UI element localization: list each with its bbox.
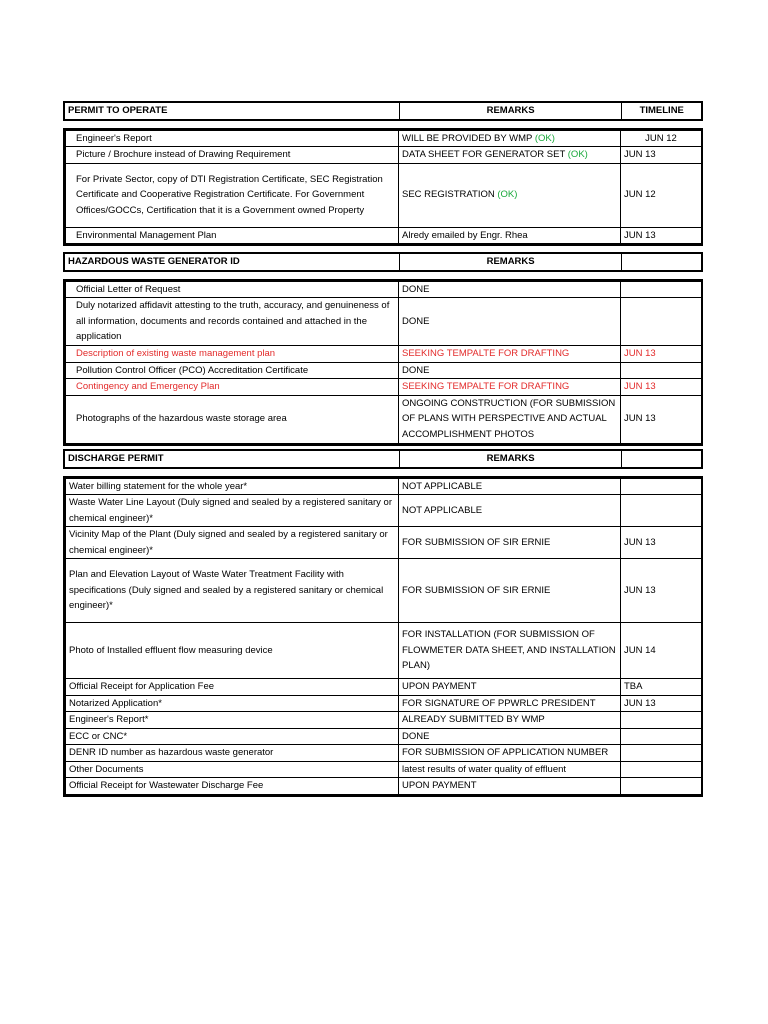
- row-item: Contingency and Emergency Plan: [66, 379, 399, 396]
- table-row: [66, 362, 702, 379]
- table-row: [66, 281, 702, 298]
- table-row: [66, 346, 702, 363]
- row-item: Photo of Installed effluent flow measuring device: [66, 623, 399, 679]
- row-remark: DONE: [399, 281, 621, 298]
- hazardous-table-body: [63, 279, 703, 446]
- permit-timeline-header: TIMELINE: [622, 102, 702, 120]
- row-item: Pollution Control Officer (PCO) Accreditation Certificate: [66, 362, 399, 379]
- row-remark: [399, 130, 621, 147]
- table-row: [66, 745, 702, 762]
- row-timeline: JUN 13: [621, 346, 702, 363]
- remark-text: WILL BE PROVIDED BY WMP: [402, 132, 535, 144]
- row-remark: SEEKING TEMPALTE FOR DRAFTING: [399, 346, 621, 363]
- row-remark: [399, 163, 621, 227]
- row-remark: latest results of water quality of effluent: [399, 761, 621, 778]
- row-item: Vicinity Map of the Plant (Duly signed and sealed by a registered sanitary or chemical engineer)*: [66, 527, 399, 559]
- table-row: [66, 712, 702, 729]
- table-row: [66, 495, 702, 527]
- row-timeline: JUN 13: [621, 395, 702, 443]
- discharge-title: DISCHARGE PERMIT: [64, 450, 399, 468]
- row-item: Waste Water Line Layout (Duly signed and sealed by a registered sanitary or chemical engineer)*: [66, 495, 399, 527]
- row-item: Plan and Elevation Layout of Waste Water Treatment Facility with specifications (Duly signed and sealed by a registered sanitary or chemical engineer)*: [66, 559, 399, 623]
- row-remark: UPON PAYMENT: [399, 778, 621, 795]
- row-remark: FOR SUBMISSION OF APPLICATION NUMBER: [399, 745, 621, 762]
- row-remark: ONGOING CONSTRUCTION (FOR SUBMISSION OF PLANS WITH PERSPECTIVE AND ACTUAL ACCOMPLISHMENT PHOTOS: [399, 395, 621, 443]
- permit-remarks-header: REMARKS: [399, 102, 622, 120]
- row-timeline: JUN 13: [621, 695, 702, 712]
- row-timeline: JUN 13: [621, 379, 702, 396]
- discharge-permit-section: [63, 449, 703, 797]
- row-timeline: [621, 761, 702, 778]
- row-timeline: [621, 778, 702, 795]
- table-row: [66, 147, 702, 164]
- row-timeline: [621, 728, 702, 745]
- row-remark: DONE: [399, 362, 621, 379]
- row-timeline: [621, 298, 702, 346]
- discharge-table-body: [63, 476, 703, 797]
- row-remark: UPON PAYMENT: [399, 679, 621, 696]
- row-timeline: [621, 362, 702, 379]
- row-remark: DONE: [399, 298, 621, 346]
- row-remark: DONE: [399, 728, 621, 745]
- table-row: [66, 298, 702, 346]
- row-remark: FOR SUBMISSION OF SIR ERNIE: [399, 527, 621, 559]
- row-item: Water billing statement for the whole year*: [66, 478, 399, 495]
- row-timeline: JUN 13: [621, 227, 702, 244]
- row-item: Official Letter of Request: [66, 281, 399, 298]
- row-remark: NOT APPLICABLE: [399, 495, 621, 527]
- discharge-header-table: [63, 449, 703, 469]
- row-remark: SEEKING TEMPALTE FOR DRAFTING: [399, 379, 621, 396]
- table-row: [66, 395, 702, 443]
- table-row: [66, 227, 702, 244]
- permit-to-operate-section: [63, 101, 703, 246]
- table-row: [66, 778, 702, 795]
- table-row: [66, 559, 702, 623]
- table-row: [66, 679, 702, 696]
- hazardous-remarks-header: REMARKS: [399, 253, 622, 271]
- discharge-timeline-header: [622, 450, 702, 468]
- row-remark: NOT APPLICABLE: [399, 478, 621, 495]
- row-item: DENR ID number as hazardous waste generator: [66, 745, 399, 762]
- table-row: [66, 379, 702, 396]
- permit-header-table: [63, 101, 703, 121]
- row-remark: FOR INSTALLATION (FOR SUBMISSION OF FLOWMETER DATA SHEET, AND INSTALLATION PLAN): [399, 623, 621, 679]
- permit-title: PERMIT TO OPERATE: [64, 102, 399, 120]
- row-item: Other Documents: [66, 761, 399, 778]
- table-row: [66, 623, 702, 679]
- row-timeline: JUN 13: [621, 559, 702, 623]
- row-item: Photographs of the hazardous waste storage area: [66, 395, 399, 443]
- row-timeline: JUN 14: [621, 623, 702, 679]
- remark-text: DATA SHEET FOR GENERATOR SET: [402, 149, 568, 160]
- row-timeline: [621, 712, 702, 729]
- table-row: [66, 695, 702, 712]
- ok-badge: (OK): [567, 149, 588, 160]
- row-item: Notarized Application*: [66, 695, 399, 712]
- row-item: Official Receipt for Application Fee: [66, 679, 399, 696]
- ok-badge: (OK): [534, 132, 555, 144]
- table-row: [66, 163, 702, 227]
- row-timeline: TBA: [621, 679, 702, 696]
- hazardous-timeline-header: [622, 253, 702, 271]
- row-timeline: [621, 495, 702, 527]
- discharge-remarks-header: REMARKS: [399, 450, 622, 468]
- row-item: Engineer's Report*: [66, 712, 399, 729]
- row-remark: [399, 147, 621, 164]
- row-item: Description of existing waste management plan: [66, 346, 399, 363]
- hazardous-waste-section: [63, 252, 703, 446]
- table-row: [66, 478, 702, 495]
- row-timeline: [621, 281, 702, 298]
- row-item: Official Receipt for Wastewater Discharge Fee: [66, 778, 399, 795]
- hazardous-title: HAZARDOUS WASTE GENERATOR ID: [64, 253, 399, 271]
- row-item: Environmental Management Plan: [66, 227, 399, 244]
- permit-table-body: [63, 128, 703, 247]
- row-item: Picture / Brochure instead of Drawing Requirement: [66, 147, 399, 164]
- row-timeline: JUN 12: [621, 163, 702, 227]
- row-remark: ALREADY SUBMITTED BY WMP: [399, 712, 621, 729]
- table-row: [66, 527, 702, 559]
- row-timeline: [621, 478, 702, 495]
- row-remark: Alredy emailed by Engr. Rhea: [399, 227, 621, 244]
- ok-badge: (OK): [497, 189, 518, 201]
- row-item: Engineer's Report: [66, 130, 399, 147]
- table-row: [66, 761, 702, 778]
- row-item: ECC or CNC*: [66, 728, 399, 745]
- row-timeline: JUN 13: [621, 527, 702, 559]
- remark-text: SEC REGISTRATION: [402, 189, 498, 201]
- row-timeline: JUN 13: [621, 147, 702, 164]
- row-item: For Private Sector, copy of DTI Registration Certificate, SEC Registration Certificate and Cooperative Registration Certificate. For Government Offices/GOCCs, Certification that it is a Government owned Property: [66, 163, 399, 227]
- table-row: [66, 130, 702, 147]
- row-timeline: [621, 745, 702, 762]
- table-row: [66, 728, 702, 745]
- row-timeline: JUN 12: [621, 130, 702, 147]
- row-remark: FOR SIGNATURE OF PPWRLC PRESIDENT: [399, 695, 621, 712]
- row-item: Duly notarized affidavit attesting to the truth, accuracy, and genuineness of all information, documents and records contained and attached in the application: [66, 298, 399, 346]
- hazardous-header-table: [63, 252, 703, 272]
- row-remark: FOR SUBMISSION OF SIR ERNIE: [399, 559, 621, 623]
